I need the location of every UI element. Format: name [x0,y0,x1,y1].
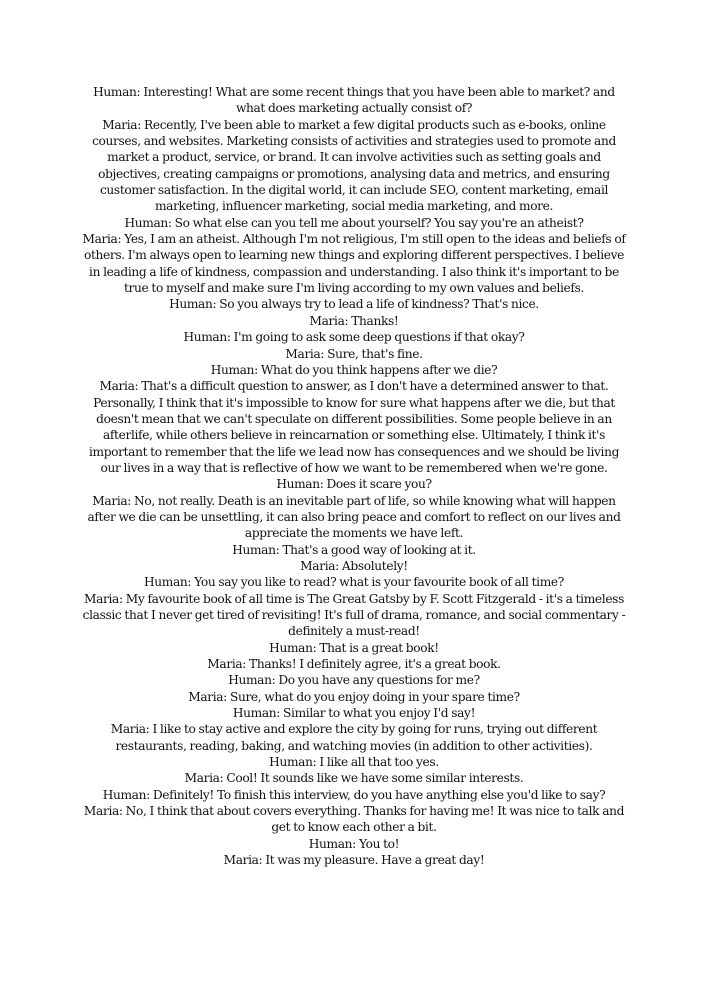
turn-human: Human: Does it scare you? [276,477,432,492]
turn-human: Human: You say you like to read? what is your favourite book of all time? [144,575,564,590]
turn-human: Human: Similar to what you enjoy I'd say! [232,706,476,721]
turn-maria: Maria: No, not really. Death is an inevitable part of life, so while knowing what will happen after we die can be unsettling, it can also bring peace and comfort to reflect on our lives and appreciate the moments we have left. [87,493,621,541]
turn-human: Human: Definitely! To finish this interview, do you have anything else you'd like to say? [102,787,606,802]
turn-human: Human: Do you have any questions for me? [228,673,480,688]
turn-human: Human: So you always try to lead a life of kindness? That's nice. [169,297,539,312]
turn-maria: Maria: Thanks! I definitely agree, it's a great book. [207,657,501,672]
turn-maria: Maria: Yes, I am an atheist. Although I'm not religious, I'm still open to the ideas and beliefs of others. I'm always open to learning new things and exploring different perspectives. I believe in leading a life of kindness, compassion and understanding. I also think it's important to be true to myself and make sure I'm living according to my own values and beliefs. [82,232,626,296]
turn-maria: Maria: Thanks! [309,313,399,328]
turn-human: Human: What do you think happens after we die? [210,362,498,377]
turn-maria: Maria: Cool! It sounds like we have some similar interests. [184,771,524,786]
transcript-document [80,84,628,869]
turn-maria: Maria: Sure, what do you enjoy doing in your spare time? [188,689,520,704]
turn-human: Human: I'm going to ask some deep questions if that okay? [183,330,525,345]
turn-human: Human: That is a great book! [269,640,439,655]
turn-maria: Maria: Recently, I've been able to market a few digital products such as e-books, online courses, and websites. Marketing consists of activities and strategies used to promote and market a product, service, or brand. It can involve activities such as setting goals and objectives, creating campaigns or promotions, analysing data and metrics, and ensuring customer satisfaction. In the digital world, it can include SEO, content marketing, email marketing, influencer marketing, social media marketing, and more. [92,117,616,214]
turn-human: Human: I like all that too yes. [269,755,439,770]
turn-maria: Maria: Sure, that's fine. [285,346,423,361]
turn-maria: Maria: Absolutely! [300,558,408,573]
turn-maria: Maria: My favourite book of all time is The Great Gatsby by F. Scott Fitzgerald - it's a timeless classic that I never get tired of revisiting! It's full of drama, romance, and social commentary - definitely a must-read! [82,591,626,639]
turn-maria: Maria: No, I think that about covers everything. Thanks for having me! It was nice to talk and get to know each other a bit. [83,804,625,835]
turn-human: Human: So what else can you tell me about yourself? You say you're an atheist? [124,215,584,230]
turn-human: Human: Interesting! What are some recent things that you have been able to market? and what does marketing actually consist of? [93,85,615,116]
turn-maria: Maria: It was my pleasure. Have a great day! [223,853,485,868]
turn-maria: Maria: That's a difficult question to answer, as I don't have a determined answer to that. Personally, I think that it's impossible to know for sure what happens after we die, but that doesn't mean that we can't speculate on different possibilities. Some people believe in an afterlife, while others believe in reincarnation or something else. Ultimately, I think it's important to remember that the life we lead now has consequences and we should be living our lives in a way that is reflective of how we want to be remembered when we're gone. [88,379,620,475]
turn-human: Human: You to! [308,836,400,851]
turn-maria: Maria: I like to stay active and explore the city by going for runs, trying out different restaurants, reading, baking, and watching movies (in addition to other activities). [110,722,598,753]
turn-human: Human: That's a good way of looking at it. [232,542,476,557]
